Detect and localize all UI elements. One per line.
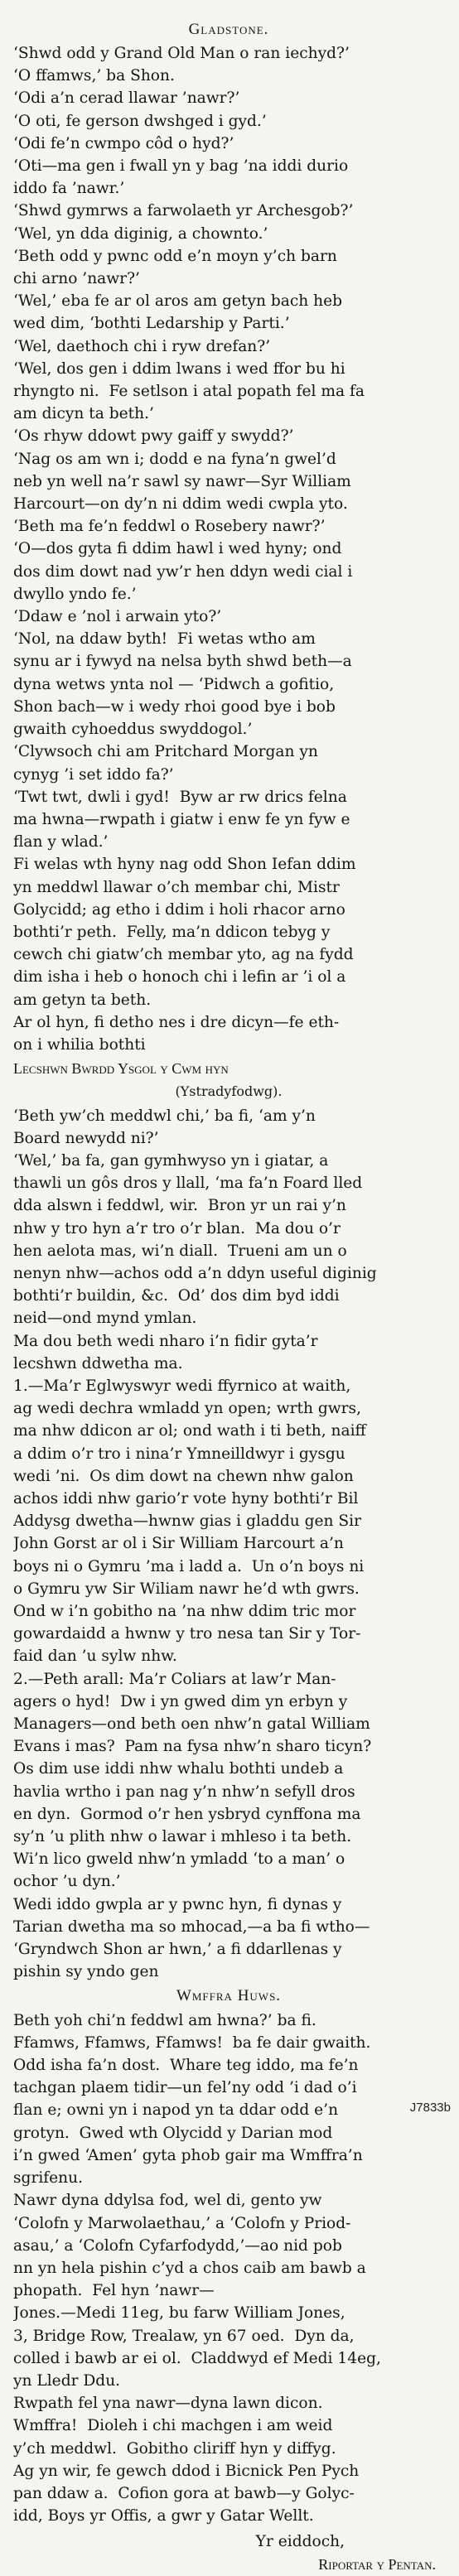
section-subheading: (Ystradyfodwg).	[175, 1083, 283, 1100]
catalog-id: J7833b	[409, 2101, 451, 2115]
quoted-author-heading: Wmffra Huws.	[176, 1987, 282, 2005]
article-body-closing: Beth yoh chi’n feddwl am hwna?’ ba fi. Ffamws, Ffamws, Ffamws! ba fe dair gwaith. Odd isha fa’n dost. Whare teg iddo, ma fe’n tachgan plaem tidir—un fel’ny odd ’i dad o’i flan e; owni yn i napod yn ta ddar odd e’n grotyn. Gwed wth Olycidd y Darian mod i’n gwed ‘Amen’ gyta phob gair ma Wmffra’n sgrifenu. Nawr dyna ddylsa fod, wel di, gento yw ‘Colofn y Marwolaethau,’ a ‘Colofn y Priod- asau,’ a ‘Colofn Cyfarfodydd,’—ao nid pob nn yn hela pishin c’yd a chos caib am bawb a phopath. Fel hyn ’nawr— Jones.—Medi 11eg, bu farw William Jones, 3, Bridge Row, Trealaw, yn 67 oed. Dyn da, colled i bawb ar ei ol. Claddwyd ef Medi 14eg, yn Lledr Ddu. Rwpath fel yna nawr—dyna lawn dicon. Wmffra! Dioleh i chi machgen i am weid y’ch meddwl. Gobitho cliriff hyn y diffyg. Ag yn wir, fe gewch ddod i Bicnick Pen Pych pan ddaw a. Cofion gora at bawb—y Golyc- idd, Boys yr Offis, a gwr y Gatar Wellt.	[13, 2011, 381, 2525]
article-body-middle: ‘Beth yw’ch meddwl chi,’ ba fi, ‘am y’n Board newydd ni?’ ‘Wel,’ ba fa, gan gymhwyso yn i giatar, a thawli un gôs dros y llall, ‘ma fa’n Foard lled dda alswn i feddwl, wir. Bron yr un rai y’n nhw y tro hyn a’r tro o’r blan. Ma dou o’r hen aelota mas, wi’n diall. Trueni am un o nenyn nhw—achos odd a’n ddyn useful diginig bothti’r buildin, &c. Od’ dos dim byd iddi neid—ond mynd ymlan. Ma dou beth wedi nharo i’n fidir gyta’r lecshwn ddwetha ma. 1.—Ma’r Eglwyswyr wedi ffyrnico at waith, ag wedi dechra wmladd yn open; wrth gwrs, ma nhw ddicon ar ol; ond wath i ti beth, naiff a ddim o’r tro i nina’r Ymneilldwyr i gysgu wedi ’ni. Os dim dowt na chewn nhw galon achos iddi nhw gario’r vote hyny bothti’r Bil Addysg dwetha—hwnw gias i gladdu gen Sir John Gorst ar ol i Sir William Harcourt a’n boys ni o Gymru ’ma i ladd a. Un o’n boys ni o Gymru yw Sir Wiliam nawr he’d wth gwrs. Ond w i’n gobitho na ’na nhw ddim tric mor gowardaidd a hwnw y tro nesa tan Sir y Tor- faid dan ’u sylw nhw. 2.—Peth arall: Ma’r Coliars at law’r Man- agers o hyd! Dw i yn gwed dim yn erbyn y Managers—ond beth oen nhw’n gatal William Evans i mas? Pam na fysa nhw’n sharo ticyn? Os dim use iddi nhw whalu bothti undeb a havlia wrtho i pan nag y’n nhw’n sefyll dros en dyn. Gormod o’r hen ysbryd cynffona ma sy’n ’u plith nhw o lawar i mhleso i ta beth. Wi’n lico gweld nhw’n ymladd ‘to a man’ o ochor ’u dyn.’ Wedi iddo gwpla ar y pwnc hyn, fi dynas y Tarian dwetha ma so mhocad,—a ba fi wtho— ‘Gryndwch Shon ar hwn,’ a fi ddarllenas y pishin sy yndo gen	[13, 1107, 377, 1981]
section-heading: Lecshwn Bwrdd Ysgol y Cwm hyn	[13, 1060, 229, 1078]
article-title: Gladstone.	[188, 21, 269, 38]
signoff: Yr eiddoch,	[255, 2533, 345, 2551]
article-body-opening: ‘Shwd odd y Grand Old Man o ran iechyd?’ ‘O ffamws,’ ba Shon. ‘Odi a’n cerad llawar ’nawr?’ ‘O oti, fe gerson dwshged i gyd.’ ‘Odi fe’n cwmpo côd o hyd?’ ‘Oti—ma gen i fwall yn y bag ’na iddi durio iddo fa ’nawr.’ ‘Shwd gymrws a farwolaeth yr Archesgob?’ ‘Wel, yn dda diginig, a chownto.’ ‘Beth odd y pwnc odd e’n moyn y’ch barn chi arno ’nawr?’ ‘Wel,’ eba fe ar ol aros am getyn bach heb wed dim, ‘bothti Ledarship y Parti.’ ‘Wel, daethoch chi i ryw drefan?’ ‘Wel, dos gen i ddim lwans i wed ffor bu hi rhyngto ni. Fe setlson i atal popath fel ma fa am dicyn ta beth.’ ‘Os rhyw ddowt pwy gaiff y swydd?’ ‘Nag os am wn i; dodd e na fyna’n gwel’d neb yn well na’r sawl sy nawr—Syr William Harcourt—on dy’n ni ddim wedi cwpla yto. ‘Beth ma fe’n feddwl o Rosebery nawr?’ ‘O—dos gyta fi ddim hawl i wed hyny; ond dos dim dowt nad yw’r hen ddyn wedi cial i dwyllo yndo fe.’ ‘Ddaw e ’nol i arwain yto?’ ‘Nol, na ddaw byth! Fi wetas wtho am synu ar i fywyd na nelsa byth shwd beth—a dyna wetws ynta nol — ‘Pidwch a gofitio, Shon bach—w i wedy rhoi good bye i bob gwaith cyhoeddus swyddogol.’ ‘Clywsoch chi am Pritchard Morgan yn cynyg ’i set iddo fa?’ ‘Twt twt, dwli i gyd! Byw ar rw drics felna ma hwna—rwpath i giatw i enw fe yn fyw e flan y wlad.’ Fi welas wth hyny nag odd Shon Iefan ddim yn meddwl llawar o’ch membar chi, Mistr Golycidd; ag etho i ddim i holi rhacor arno bothti’r peth. Felly, ma’n ddicon tebyg y cewch chi giatw’ch membar yto, ag na fydd dim isha i heb o honoch chi i lefin ar ’i ol a am getyn ta beth. Ar ol hyn, fi detho nes i dre dicyn—fe eth- on i whilia bothti	[13, 45, 365, 1054]
signature: Riportar y Pentan.	[318, 2555, 436, 2573]
